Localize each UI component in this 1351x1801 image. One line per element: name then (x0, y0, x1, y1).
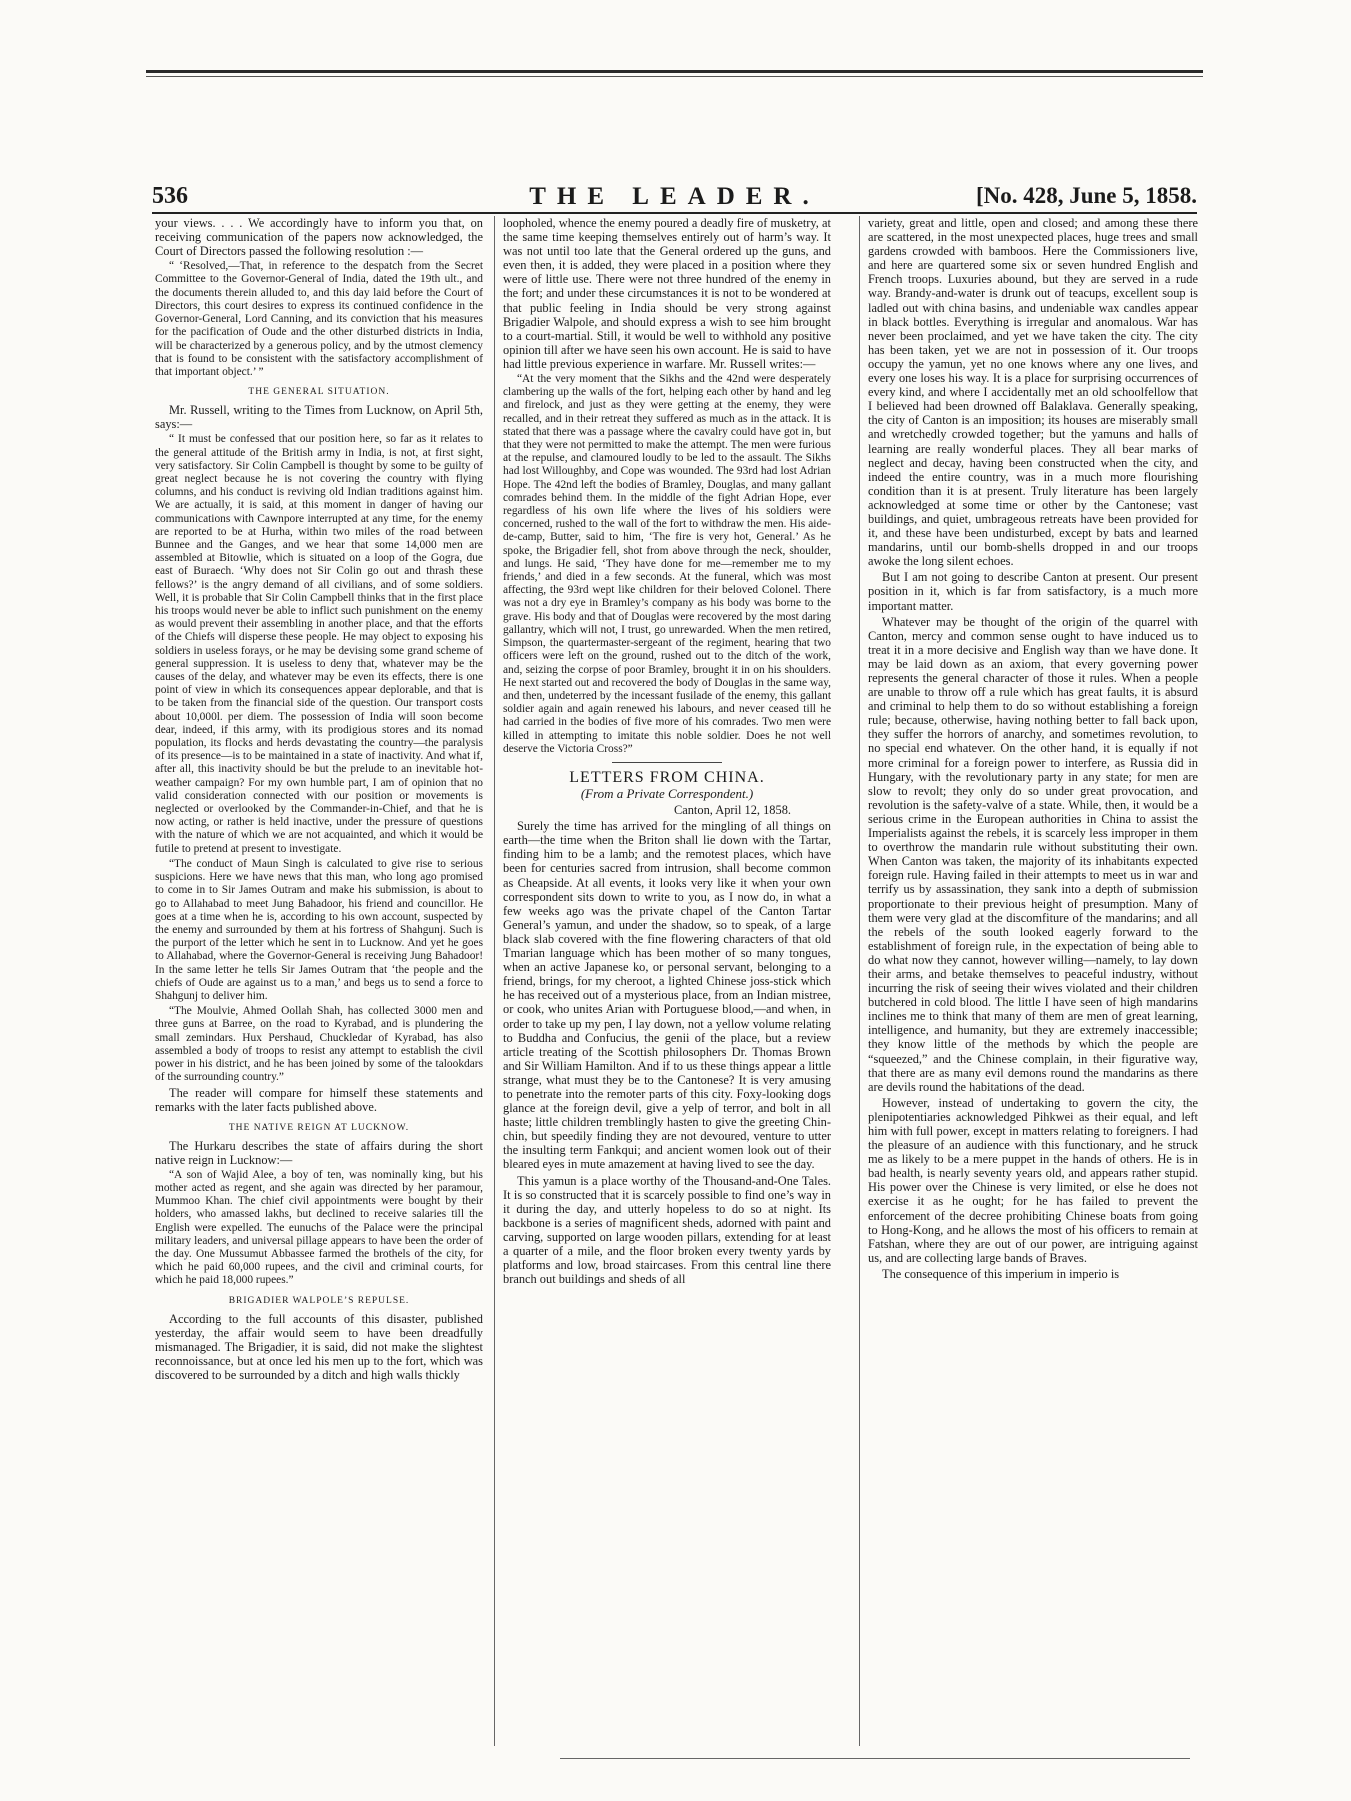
paragraph: Mr. Russell, writing to the Times from Lucknow, on April 5th, says:— (155, 403, 483, 432)
quoted-text: “The conduct of Maun Singh is calculated to give rise to serious suspicions. Here we have news that this man, who long ago promised to come in to Sir James Outram and make his submission, is about to go to Allahabad to meet Jung Bahadoor, his friend and councillor. He goes at a time when he is, according to his own account, suspected by the enemy and surrounded by them at his fortress of Shahgunj. Such is the purport of the letter which he sent in to Lucknow. And yet he goes to Allahabad, where the Governor-General is receiving Jung Bahadoor! In the same letter he tells Sir James Outram that ‘the people and the chiefs of Oude are against us to a man,’ and begs us to send a force to Shahgunj to deliver him. (155, 857, 483, 1002)
paragraph: However, instead of undertaking to govern the city, the plenipotentiaries acknowledged Pihkwei as their equal, and left him with full power, except in matters relating to foreigners. I had the pleasure of an audience with this functionary, and he struck me as likely to be a mere puppet in the hands of others. He is in bad health, is nearly seventy years old, and appears rather stupid. His power over the Chinese is very limited, or else he does not exercise it as he ought; for he has failed to prevent the enforcement of the decree prohibiting Chinese boats from going to Hong-Kong, and he allows the most of his officers to remain at Fatshan, where they are out of our power, are intriguing against us, and are collecting large bands of Braves. (868, 1095, 1198, 1265)
column-1 (155, 216, 483, 1746)
column-divider (494, 216, 495, 1746)
page-header (152, 183, 1197, 209)
top-border-rule (146, 70, 1203, 73)
page-number: 536 (152, 183, 188, 209)
paragraph: But I am not going to describe Canton at present. Our present position in it, which is far from satisfactory, is a much more important matter. (868, 570, 1198, 613)
article-heading: LETTERS FROM CHINA. (569, 768, 765, 786)
paragraph: Whatever may be thought of the origin of the quarrel with Canton, mercy and common sense ought to have induced us to treat it in a more decisive and English way than we have done. It may be laid down as an axiom, that every governing power represents the general character of those it rules. When a people are unable to throw off a rule which has great faults, it is absurd and criminal to help them to do so without establishing a foreign rule; because, otherwise, having nothing better to fall back upon, they suffer the horrors of anarchy, and sometimes revolution, to no special end whatever. On the other hand, it is equally if not more criminal for a foreign power to interfere, as Russia did in Hungary, with the revolutionary party in any state; for men are slow to revolt; they only do so under great provocation, and revolution is the safety-valve of a state. While, then, it would be a serious crime in the European authorities in China to assist the Imperialists against the rebels, it is scarcely less improper in them to overthrow the mandarin rule without substituting their own. When Canton was taken, the majority of its inhabitants expected foreign rule. Having failed in their attempts to meet us in war and terrify us by assassination, they sank into a depth of submission proportionate to their previous height of presumption. Many of them were very glad at the discomfiture of the mandarins; and all the rebels of the south looked eagerly forward to the establishment of foreign rule, in the expectation of being able to do what now they cannot, however willing—namely, to lay down their arms, and betake themselves to peaceful industry, without incurring the risk of seeing their wives violated and their children butchered in cold blood. The little I have seen of high mandarins inclines me to think that many of them are men of great learning, intelligence, and humanity, but they are extremely inaccessible; they know little of the methods by which the people are “squeezed,” and the Chinese complain, in their figurative way, that there are as many evil demons round the mandarins as there are devils round the habitations of the dead. (868, 614, 1198, 1094)
bottom-rule (560, 1758, 1190, 1759)
header-rule (152, 212, 1197, 214)
column-divider (859, 216, 860, 1746)
section-rule (612, 762, 722, 763)
section-heading: THE GENERAL SITUATION. (248, 387, 390, 398)
newspaper-title: THE LEADER. (529, 183, 820, 210)
top-border-rule-thin (146, 76, 1203, 77)
quoted-text: “A son of Wajid Alee, a boy of ten, was nominally king, but his mother acted as regent, and she again was directed by her paramour, Mummoo Khan. The chief civil appointments were bought by their holders, who amassed lakhs, but declined to receive salaries till the English were expelled. The eunuchs of the Palace were the principal military leaders, and universal pillage appears to have been the order of the day. One Mussumut Abbassee farmed the brothels of the city, for which he paid 60,000 rupees, and the civil and criminal courts, for which he paid 18,000 rupees.” (155, 1168, 483, 1287)
issue-info: [No. 428, June 5, 1858. (975, 183, 1197, 208)
quoted-text: “ It must be confessed that our position here, so far as it relates to the general attitude of the British army in India, is not, at first sight, very satisfactory. Sir Colin Campbell is thought by some to be guilty of great neglect because he is not covering the country with flying columns, and his conduct is reviving old Indian traditions against him. We are actually, it is said, at this moment in danger of having our communications with Cawnpore interrupted at any time, for the enemy are reported to be at Hurha, within two miles of the road between Bunnee and the Ganges, and we hear that some 14,000 men are assembled at Bitowlie, which is situated on a loop of the Gogra, due east of Buraech. ‘Why does not Sir Colin go out and thrash these fellows?’ is the angry demand of all civilians, and of some soldiers. Well, it is probable that Sir Colin Campbell thinks that in the first place his troops would never be able to inflict such punishment on the enemy as would prevent their assembling in another place, and that the efforts of the Chiefs will disperse these people. He may object to exposing his soldiers in useless forays, or he may be devising some grand scheme of general suppression. It is useless to deny that, whatever may be the causes of the delay, and whatever may be even its effects, there is one point of view in which its consequences appear deplorable, and that is to be taken from the financial side of the question. Our transport costs about 10,000l. per diem. The possession of India will soon become dear, indeed, if this army, with its prodigious stores and its nomad population, its flocks and herds devastating the country—the paralysis of its presence—is to be maintained in a state of inactivity. And what if, after all, this inactivity should be but the prelude to an inevitable hot-weather campaign? For my own humble part, I am of opinion that no valid consideration connected with our position or movements is neglected or overlooked by the Commander-in-Chief, and that he is now acting, or rather is held inactive, under the pressure of questions with the nature of which we are not acquainted, and which it would be futile to pretend at present to investigate. (155, 433, 483, 855)
paragraph: The reader will compare for himself these statements and remarks with the later facts published above. (155, 1086, 483, 1115)
column-2 (503, 216, 831, 1746)
paragraph: This yamun is a place worthy of the Thousand-and-One Tales. It is so constructed that it is scarcely possible to find one’s way in it during the day, and utterly hopeless to do so at night. Its backbone is a series of magnificent sheds, adorned with paint and carving, supported on large wooden pillars, extending for at least a quarter of a mile, and the floor broken every twenty yards by platforms and low, broad staircases. From this central line there branch out buildings and sheds of all (503, 1173, 831, 1287)
paragraph: According to the full accounts of this disaster, published yesterday, the affair would seem to have been dreadfully mismanaged. The Brigadier, it is said, did not make the slightest reconnoissance, but at once led his men up to the fort, which was discovered to be surrounded by a ditch and high walls thickly (155, 1311, 483, 1383)
quoted-resolution: “ ‘Resolved,—That, in reference to the despatch from the Secret Committee to the Governor-General of India, dated the 19th ult., and the documents therein alluded to, and this day laid before the Court of Directors, this court desires to express its continued confidence in the Governor-General, Lord Canning, and its conviction that his measures for the pacification of Oude and the other disturbed districts in India, will be characterized by a generous policy, and by the utmost clemency that is found to be consistent with the satisfactory accomplishment of that important object.’ ” (155, 260, 483, 378)
quoted-text: “The Moulvie, Ahmed Oollah Shah, has collected 3000 men and three guns at Barree, on the road to Kyrabad, and is plundering the small zemindars. Hux Pershaud, Chuckledar of Kyrabad, has also assembled a body of troops to resist any attempt to establish the civil power in his district, and he has been joined by some of the talookdars of the surrounding country.” (155, 1005, 483, 1084)
paragraph: loopholed, whence the enemy poured a deadly fire of musketry, at the same time keeping themselves entirely out of harm’s way. It was not until too late that the General ordered up the guns, and even then, it is added, they were placed in a position where they were of little use. There were not three hundred of the enemy in the fort; and under these circumstances it is not to be wondered at that public feeling in India should be very strong against Brigadier Walpole, and should express a wish to see him brought to a court-martial. Still, it would be well to withhold any positive opinion till after we have seen his own account. He is said to have had little previous experience in warfare. Mr. Russell writes:— (503, 216, 831, 371)
paragraph: variety, great and little, open and closed; and among these there are scattered, in the most unexpected places, huge trees and small gardens crowded with bamboos. Here the Commissioners live, and here are quartered some six or seven hundred English and French troops. Luxuries abound, but they are served in a rude way. Brandy-and-water is drunk out of teacups, excellent soup is ladled out with china basins, and undeniable wax candles appear in black bottles. Everything is irregular and anomalous. War has never been proclaimed, and yet we have taken the city. The city has been taken, yet we are not in possession of it. Our troops occupy the yamun, yet no one knows where any one lives, and every one loses his way. It is a place for surprising occurrences of every kind, and where I accidentally met an old schoolfellow that I believed had been drowned off Balaklava. Generally speaking, the city of Canton is an imposition; its houses are miserably small and wretchedly crowded together; but the yamuns and halls of learning are really wonderful places. They all bear marks of neglect and decay, having been constructed when the city, and indeed the entire country, was in a much more flourishing condition than it is at present. Truly literature has been largely acknowledged at some time or other by the Cantonese; vast buildings, and quiet, umbrageous retreats have been provided for it, and these have been undisturbed, except by bats and learned mandarins, until our bomb-shells dropped in and our troops awoke the long silent echoes. (868, 216, 1198, 569)
column-3 (868, 216, 1198, 1746)
paragraph: Surely the time has arrived for the mingling of all things on earth—the time when the Briton shall lie down with the Tartar, finding him to be a lamb; and the remotest places, which have been for centuries sacred from intrusion, shall become common as Cheapside. At all events, it looks very like it when your own correspondent sits down to write to you, as I now do, in what a few weeks ago was the private chapel of the Canton Tartar General’s yamun, and under the shadow, so to speak, of a large black slab covered with the fine flowering characters of that old Tmarian language which has been mother of so many tongues, when an active Japanese ko, or personal servant, belonging to a friend, brings, for my cheroot, a lighted Chinese joss-stick which he has received out of a mysterious place, from an Indian mistree, or cook, who unites Arian with Portuguese blood,—and when, in order to take up my pen, I lay down, not a yellow volume relating to Buddha and Confucius, the genii of the place, but a review article treating of the Scottish philosophers Dr. Thomas Brown and Sir William Hamilton. And if to us these things appear a little strange, what must they be to the Cantonese? It is very amusing to penetrate into the remoter parts of this city. Foxy-looking dogs glance at the foreign devil, give a yelp of terror, and bolt in all haste; little children tremblingly hasten to give the greeting Chin-chin, but speedily finding they are not devoured, venture to utter the insulting term Fankqui; and ancient women look out of their bleared eyes in mute amazement at having lived to see the day. (503, 819, 831, 1172)
article-subheading: (From a Private Correspondent.) (580, 786, 754, 802)
section-heading: BRIGADIER WALPOLE’S REPULSE. (228, 1295, 410, 1306)
paragraph: your views. . . . We accordingly have to inform you that, on receiving communication of the papers now acknowledged, the Court of Directors passed the following resolution :— (155, 216, 483, 259)
paragraph: The Hurkaru describes the state of affairs during the short native reign in Lucknow:— (155, 1138, 483, 1167)
section-heading: THE NATIVE REIGN AT LUCKNOW. (228, 1122, 410, 1133)
dateline: Canton, April 12, 1858. (673, 803, 791, 818)
paragraph: The consequence of this imperium in imperio is (882, 1266, 1120, 1281)
quoted-text: “At the very moment that the Sikhs and the 42nd were desperately clambering up the walls of the fort, helping each other by hand and leg and firelock, and just as they were getting at the enemy, they were recalled, and in their retreat they suffered as much as in the attack. It is stated that there was a passage where the cavalry could have got in, but that they were not permitted to make the attempt. The men were furious at the repulse, and clamoured loudly to be led to the assault. The Sikhs had lost Willoughby, and Cope was wounded. The 93rd had lost Adrian Hope. The 42nd left the bodies of Bramley, Douglas, and many gallant comrades behind them. In the middle of the fight Adrian Hope, ever regardless of his own life where the lives of his soldiers were concerned, rushed to the wall of the fort to withdraw the men. His aide-de-camp, Butter, said to him, ‘The fire is very hot, General.’ As he spoke, the Brigadier fell, shot from above through the neck, shoulder, and lungs. He said, ‘They have done for me—remember me to my friends,’ and died in a few seconds. At the funeral, which was most affecting, the 93rd wept like children for their beloved Colonel. There was not a dry eye in Bramley’s company as his body was borne to the grave. His body and that of Douglas were recovered by the most daring gallantry, which will not, I trust, go unrewarded. When the men retired, Simpson, the quartermaster-sergeant of the regiment, hearing that two officers were left on the ground, rushed out to the ditch of the work, and, seizing the corpse of poor Bramley, brought it in on his shoulders. He next started out and recovered the body of Douglas in the same way, and then, undeterred by the incessant fusilade of the enemy, this gallant soldier again and again renewed his labours, and never ceased till he had carried in the bodies of five more of his comrades. Two men were killed in attempting to imitate this noble soldier. Does he not well deserve the Victoria Cross?” (503, 373, 831, 755)
